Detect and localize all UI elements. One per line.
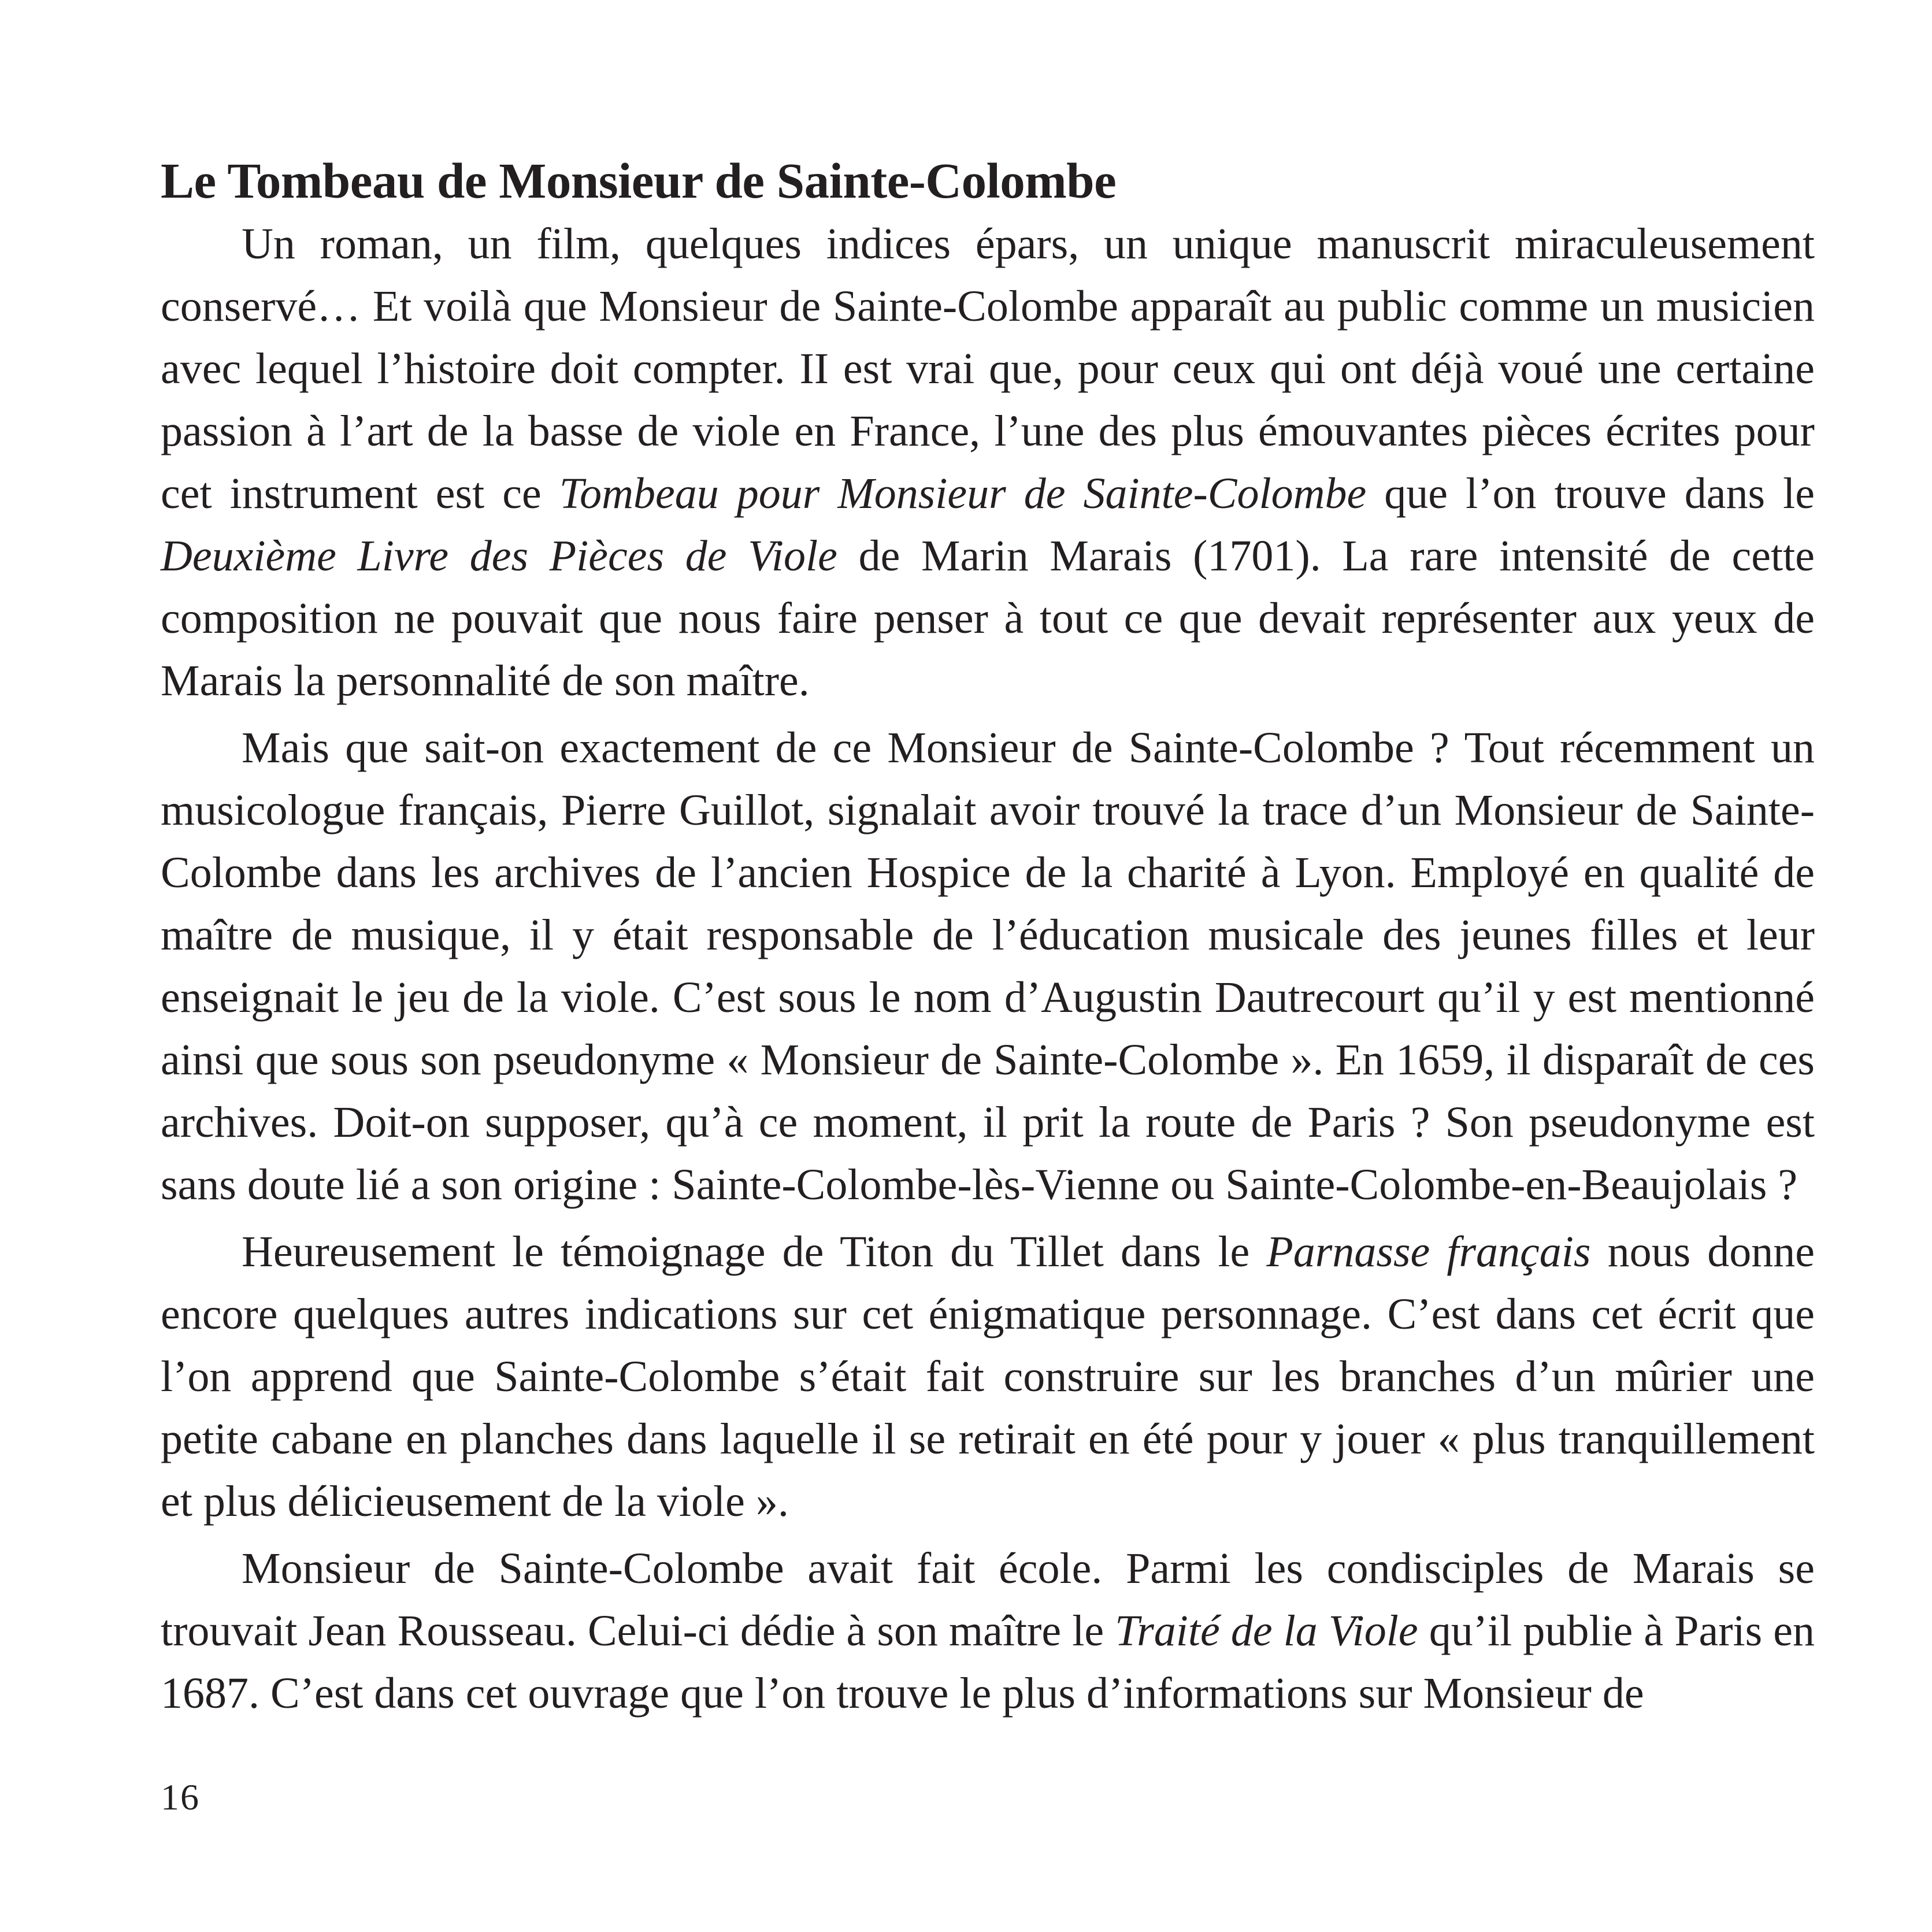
italic-title: Traité de la Viole [1115,1607,1418,1655]
text-run: nous donne encore quelques autres indications sur cet énigmatique personnage. C’est dans cet écrit que l’on apprend que Sainte-Colombe s’était fait construire sur les branches d’un mûrier une petite cabane en planches dans laquelle il se retirait en été pour y jouer « plus tranquillement et plus délicieusement de la viole ». [161,1228,1815,1526]
page-title: Le Tombeau de Monsieur de Sainte-Colombe [161,153,1117,209]
text-run: Monsieur de Sainte-Colombe avait fait école. Parmi les condisciples de Marais se trouvait Jean Rousseau. Celui-ci dédie à son maître le [161,1544,1815,1655]
paragraph [161,1537,1815,1725]
italic-title: Parnasse français [1266,1228,1591,1276]
italic-title: Deuxième Livre des Pièces de Viole [161,532,837,580]
italic-title: Tombeau pour Monsieur de Sainte-Colombe [559,469,1367,518]
text-run: qu’il publie à Paris en 1687. C’est dans cet ouvrage que l’on trouve le plus d’informations sur Monsieur de [161,1607,1815,1718]
text-run: Heureusement le témoignage de Titon du Tillet dans le [242,1228,1267,1276]
paragraph [161,213,1815,712]
text-run: de Marin Marais (1701). La rare intensité de cette composition ne pouvait que nous faire penser à tout ce que devait représenter aux yeux de Marais la personnalité de son maître. [161,532,1815,705]
page-number: 16 [161,1777,200,1818]
paragraph [161,1221,1815,1533]
text-run: Un roman, un film, quelques indices épars, un unique manuscrit miraculeusement conservé… Et voilà que Monsieur de Sainte-Colombe apparaît au public comme un musicien avec lequel l’histoire doit compter. II est vrai que, pour ceux qui ont déjà voué une certaine passion à l’art de la basse de viole en France, l’une des plus émouvantes pièces écrites pour cet instrument est ce [161,220,1815,518]
text-run: Mais que sait-on exactement de ce Monsieur de Sainte-Colombe ? Tout récemment un musicologue français, Pierre Guillot, signalait avoir trouvé la trace d’un Monsieur de Sainte- Colombe dans les archives de l’ancien Hospice de la charité à Lyon. Employé en qualité de maître de musique, il y était responsable de l’éducation musicale des jeunes filles et leur enseignait le jeu de la viole. C’est sous le nom d’Augustin Dautrecourt qu’il y est mentionné ainsi que sous son pseudonyme « Monsieur de Sainte-Colombe ». En 1659, il disparaît de ces archives. Doit-on supposer, qu’à ce moment, il prit la route de Paris ? Son pseudonyme est sans doute lié a son origine : Sainte-Colombe-lès-Vienne ou Sainte-Colombe-en-Beaujolais ? [161,724,1815,1209]
text-block [161,149,1815,1725]
paragraph [161,717,1815,1216]
text-run: que l’on trouve dans le [1366,469,1815,518]
